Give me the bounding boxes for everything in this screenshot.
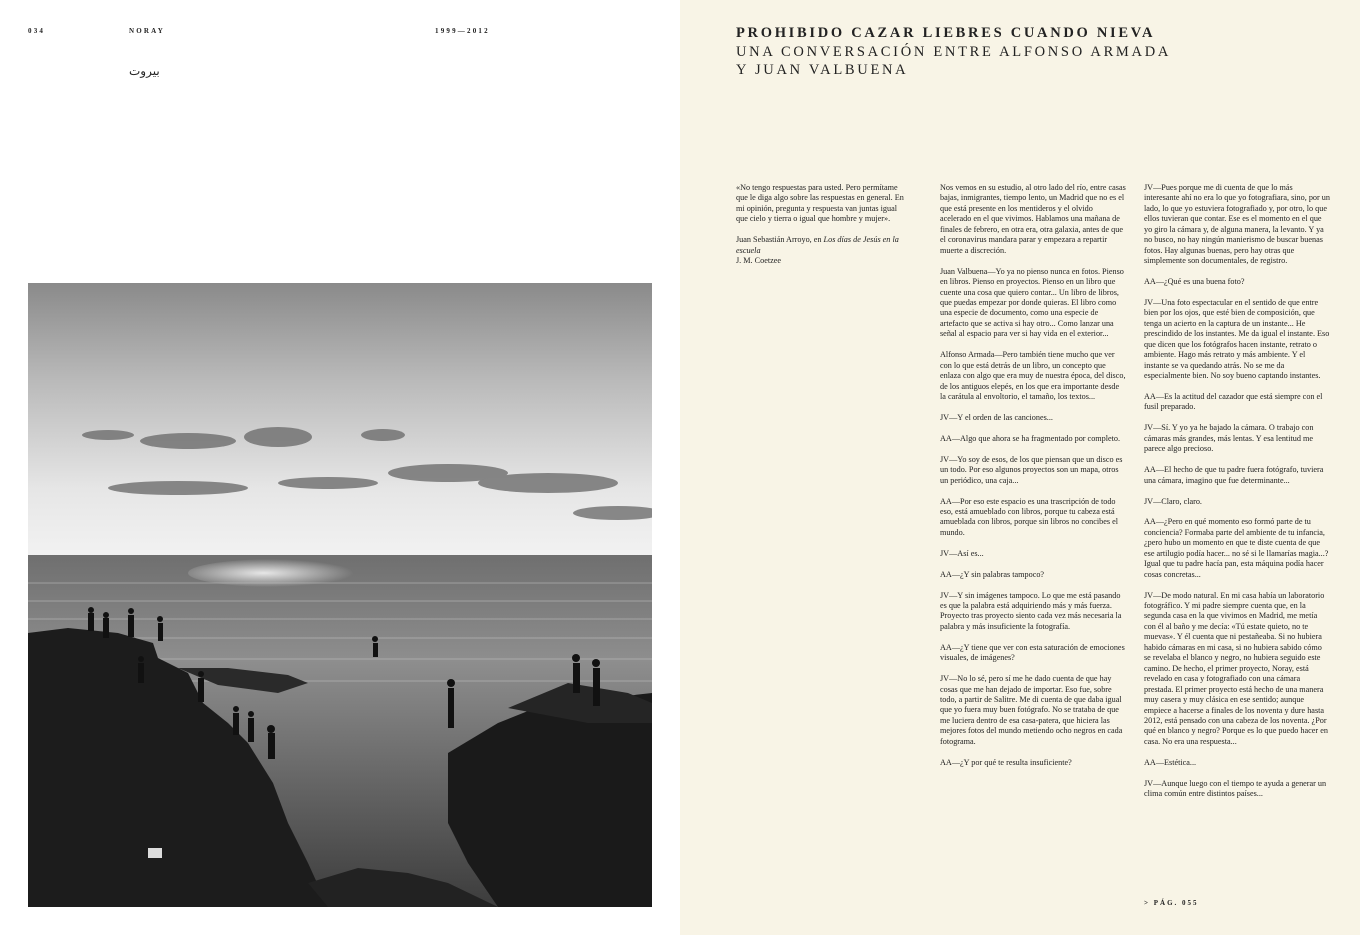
photo-location-caption: بيروت [129,64,160,78]
paragraph: AA—Estética... [1144,757,1197,767]
paragraph: JV—Claro, claro. [1144,496,1202,506]
paragraph: AA—¿Y sin palabras tampoco? [940,569,1045,579]
epigraph-work: Los días de Jesús en la escuela [736,235,899,255]
paragraph: JV—Pues porque me di cuenta de que lo más interesante ahí no era lo que yo fotografiara, sino, por un lado, lo que yo estuviera fotografiado y, por otro, lo que ellos tuvieran que contar. Ese es el momento en el que yo giro la cámara y, de alguna manera, la levanto. Y ya no busco, no hay ningún manierismo de buscar buenas fotos. Hay algunas buenas, pero hay otras que simplemente son documentales, de registro. [1144,183,1330,266]
paragraph: AA—Por eso este espacio es una trascripción de todo eso, está amueblado con libros, porque tu cabeza está amueblada con libros, porque sin libros no concibes el mundo. [940,496,1119,537]
paragraph: AA—¿Qué es una buena foto? [1144,277,1245,287]
paragraph: JV—Y el orden de las canciones... [940,412,1053,422]
paragraph: JV—Una foto espectacular en el sentido de que entre bien por los ojos, que esté bien de composición, que tenga un acierto en la captura de un instante... He prescindido de los instantes. Me da igual el instante. Eso que dicen que los fotógrafos hacen instante, retrato o ambiente. Hago más retrato y más ambiente. Y el instante se va quedando atrás. No se me da especialmente bien. No soy bueno captando instantes. [1144,297,1330,381]
paragraph: Juan Valbuena—Yo ya no pienso nunca en fotos. Pienso en libros. Pienso en proyectos. Pienso en un libro que cuente una cosa que quiero contar... Un libro de libros, que puedas empezar por donde quieras. El libro como una especie de documento, como una especie de artefacto que se activa si hay otro... Como lanzar una señal al espacio para ver si hay vida en el exterior... [940,266,1124,339]
paragraph: JV—Así es... [940,548,984,558]
beach-photograph [28,283,652,907]
epigraph-column [736,183,906,277]
paragraph: AA—Es la actitud del cazador que está siempre con el fusil preparado. [1144,392,1323,412]
paragraph: AA—Algo que ahora se ha fragmentado por completo. [940,433,1121,443]
text-column-3 [1144,183,1330,810]
paragraph: JV—Sí. Y yo ya he bajado la cámara. O trabajo con cámaras más grandes, más lentas. Y esa lentitud me parece algo precioso. [1144,423,1314,454]
running-head-years: 1999—2012 [435,27,490,35]
paragraph: JV—No lo sé, pero sí me he dado cuenta de que hay cosas que me han dejado de importar. Eso fue, sobre todo, a partir de Salitre. Me di cuenta de que daba igual que yo fuera muy buen fotógrafo. No se trataba de que me luciera dentro de esa casa-patera, que hiciera las mejores fotos del mundo metiendo ocho negros en cada fotograma. [940,674,1123,746]
text-column-2 [940,183,1126,779]
title-subtitle-1: UNA CONVERSACIÓN ENTRE ALFONSO ARMADA [736,43,1172,60]
article-title [736,24,1316,80]
epigraph-attribution [736,235,906,266]
photograph-icon [28,283,652,907]
continued-on-page: > PÁG. 055 [1144,899,1199,907]
page-number: 034 [28,27,46,35]
epigraph-writer: J. M. Coetzee [736,256,782,266]
epigraph-quote: «No tengo respuestas para usted. Pero permítame que le diga algo sobre las respuestas en general. En mi opinión, pregunta y respuesta van juntas igual que cielo y tierra o igual que hombre y mujer». [736,183,904,224]
paragraph: JV—De modo natural. En mi casa había un laboratorio fotográfico. Y mi padre siempre cuenta que, en la segunda casa en la que vivimos en Madrid, me metía con él al baño y me decía: «Tú estate quieto, no te muevas». Y él cuenta que ni pestañeaba. Si no hubiera habido cámaras en mi casa, si no hubiera sabido cómo se revelaba el blanco y negro, no hubiera seguido este camino. De hecho, el primer proyecto, Noray, está revelado en casa y fotografiado con una cámara prestada. El primer proyecto está hecho de una manera muy casera y muy clásica en ese sentido; aunque empiece a hacerse a finales de los noventa y dure hasta 2012, está pensado con una cabeza de los noventa. ¿Por qué en blanco y negro? Porque es lo que puedo hacer en casa. No era una respuesta... [1144,590,1328,746]
title-subtitle-2: Y JUAN VALBUENA [736,62,909,78]
title-main: PROHIBIDO CAZAR LIEBRES CUANDO NIEVA [736,25,1156,41]
paragraph: JV—Yo soy de esos, de los que piensan que un disco es un todo. Por eso algunos proyectos son un mapa, otros un periódico, una caja... [940,454,1123,485]
running-head-title: NORAY [129,27,166,35]
paragraph: JV—Aunque luego con el tiempo te ayuda a generar un clima común entre distintos países... [1144,778,1327,799]
paragraph: AA—¿Y tiene que ver con esta saturación de emociones visuales, de imágenes? [940,642,1125,663]
paragraph: Alfonso Armada—Pero también tiene mucho que ver con lo que está detrás de un libro, un concepto que enlaza con algo que era muy de nuestra época, del disco, de los antiguos elepés, en los que era importante desde la carátula al envoltorio, el tamaño, los textos... [940,350,1126,402]
paragraph: AA—¿Pero en qué momento eso formó parte de tu conciencia? Formaba parte del ambiente de tu infancia, ¿pero hubo un momento en que te diste cuenta de que ese artilugio podía hacer... no sé si le llamarías magia...? Igual que tu padre hacía pan, esta máquina podía hacer cosas concretas... [1144,517,1329,579]
epigraph-author: Juan Sebastián Arroyo, en [736,235,822,245]
paragraph: Nos vemos en su estudio, al otro lado del río, entre casas bajas, inmigrantes, tiempo lento, un Madrid que no es el que está presente en los mentideros y el olvido acelerado en el que vivimos. Hablamos una mañana de finales de febrero, en otra era, otra galaxia, antes de que el coronavirus mandara parar y empezara a repartir muerte a discreción. [940,183,1126,255]
paragraph: AA—¿Y por qué te resulta insuficiente? [940,757,1072,767]
paragraph: AA—El hecho de que tu padre fuera fotógrafo, tuviera una cámara, imagino que fue determinante... [1144,465,1324,485]
paragraph: JV—Y sin imágenes tampoco. Lo que me está pasando es que la palabra está adquiriendo más y más fuerza. Proyecto tras proyecto siento cada vez más necesaria la palabra y más insuficiente la fotografía. [940,590,1122,631]
